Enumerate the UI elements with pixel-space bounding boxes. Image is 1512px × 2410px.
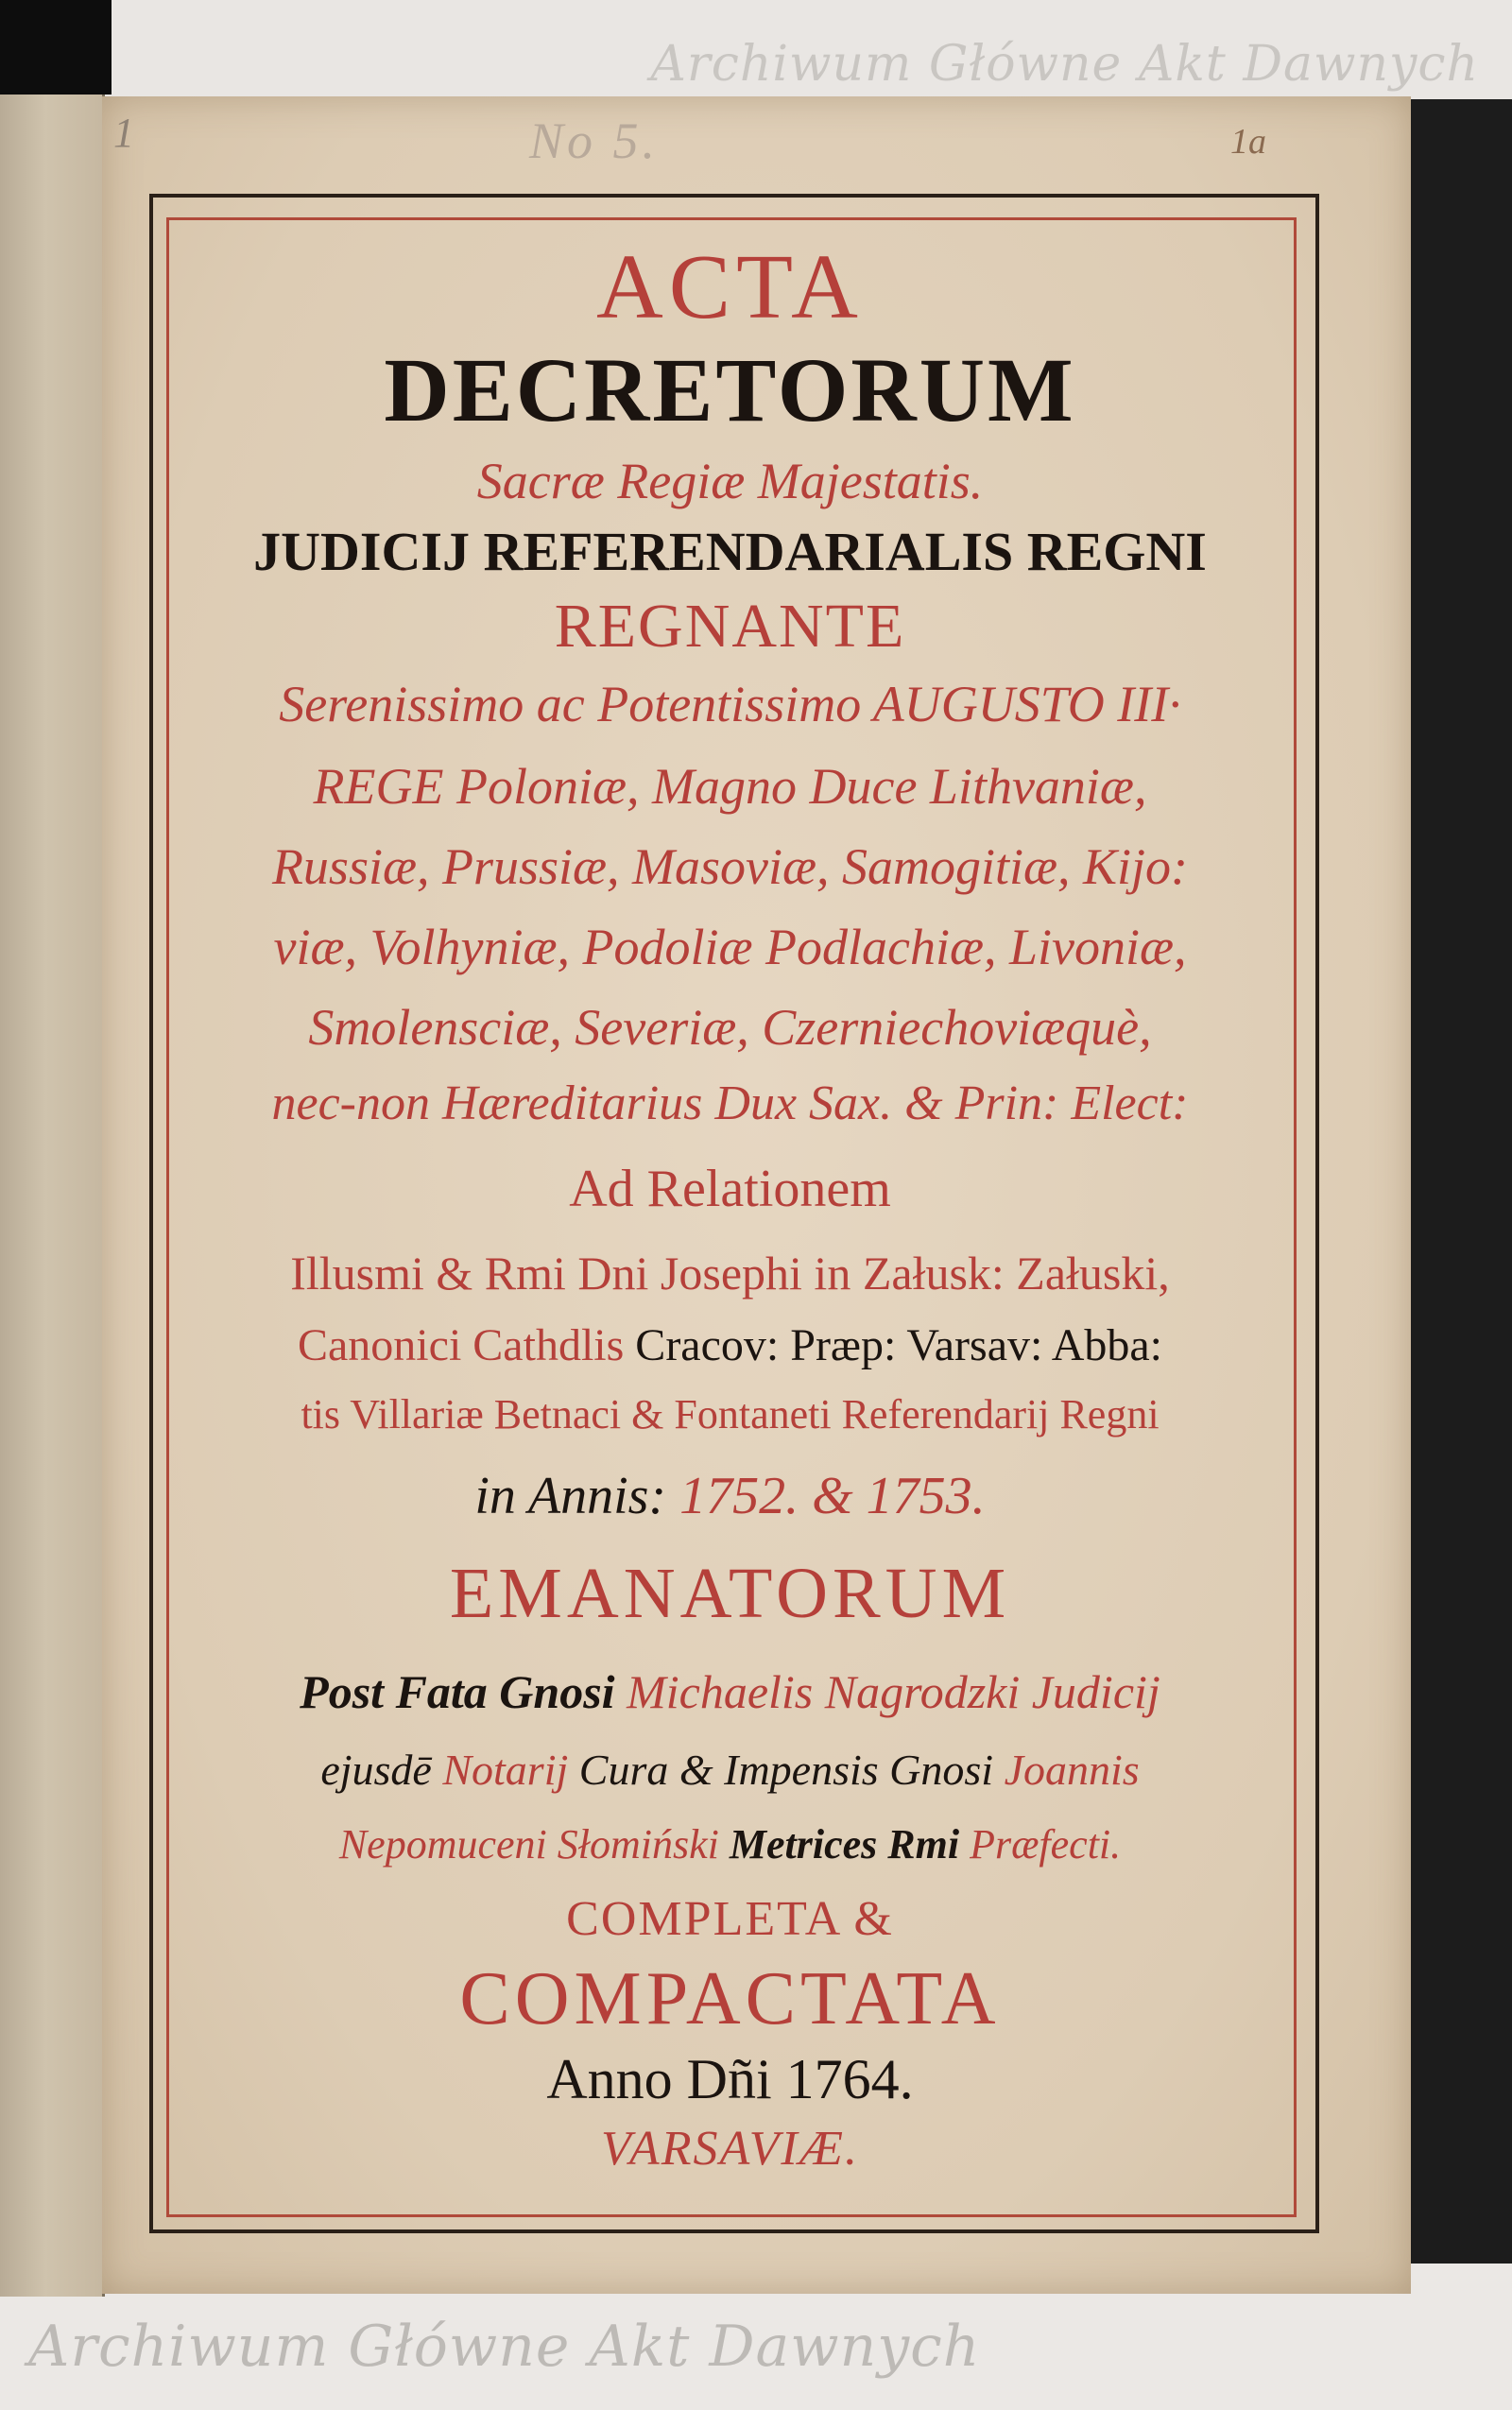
archive-watermark-top: Archiwum Główne Akt Dawnych [650, 36, 1479, 93]
line-smolensciae: Smolensciæ, Severiæ, Czerniechoviæquè, [308, 999, 1152, 1056]
canonici-text: Canonici Cathdlis [297, 1320, 625, 1370]
line-anno: Anno Dñi 1764. [546, 2048, 914, 2110]
serenissimo-text: Serenissimo ac Potentissimo [279, 676, 862, 732]
title-decretorum: DECRETORUM [384, 339, 1076, 440]
line-compactata: COMPACTATA [459, 1957, 1001, 2040]
line-canonici [170, 1320, 1290, 1370]
metrices-text: Metrices Rmi [729, 1821, 960, 1868]
line-necnon: nec-non Hæreditarius Dux Sax. & Prin: Elect: [271, 1076, 1189, 1130]
praefecti-text: Præfecti. [970, 1821, 1122, 1868]
line-rege [170, 758, 1290, 815]
line-serenissimo [170, 676, 1290, 732]
line-viae: viæ, Volhyniæ, Podoliæ Podlachiæ, Livoniæ, [273, 919, 1187, 975]
binding-shadow [0, 0, 112, 95]
lithvaniae-text: Magno Duce Lithvaniæ, [652, 758, 1147, 815]
title-page-text [170, 217, 1290, 2202]
line-completa: COMPLETA & [566, 1892, 894, 1946]
in-annis-text: in Annis: [474, 1467, 667, 1525]
michaelis-text: Michaelis Nagrodzki Judicij [627, 1665, 1160, 1718]
line-illusmi [170, 1247, 1290, 1300]
line-tis: tis Villariæ Betnaci & Fontaneti Referendarij Regni [301, 1391, 1160, 1437]
pencil-mark: 1 [113, 110, 134, 156]
line-regnante: REGNANTE [554, 592, 906, 661]
previous-leaf-edge [0, 95, 105, 2297]
line-ejusdem [170, 1748, 1290, 1792]
nepomuceni-text: Nepomuceni Słomiński [338, 1821, 719, 1868]
years-text: 1752. & 1753. [679, 1467, 986, 1525]
title-acta: ACTA [596, 236, 864, 338]
line-russiae: Russiæ, Prussiæ, Masoviæ, Samogitiæ, Kijo: [271, 838, 1189, 895]
line-in-annis [170, 1467, 1290, 1525]
line-ad-relationem: Ad Relationem [569, 1160, 891, 1218]
notarij-text: Notarij [442, 1746, 569, 1794]
josephi-text: Dni Josephi in Załusk: Załuski, [577, 1247, 1170, 1300]
folio-number: No 5. [529, 112, 660, 169]
augusto-text: AUGUSTO III· [872, 676, 1181, 732]
cracov-text: Cracov: Præp: Varsav: Abba: [635, 1320, 1163, 1370]
line-sacrae: Sacræ Regiæ Majestatis. [476, 453, 984, 509]
line-judicij: JUDICIJ REFERENDARIALIS REGNI [253, 521, 1207, 582]
post-fata-text: Post Fata Gnosi [300, 1665, 615, 1718]
sheet-number: 1a [1230, 122, 1266, 162]
joannis-text: Joannis [1004, 1746, 1140, 1794]
line-emanatorum: EMANATORUM [449, 1554, 1011, 1633]
cura-text: Cura & Impensis Gnosi [578, 1746, 994, 1794]
ejusdem-text: ejusdē [320, 1746, 432, 1794]
archive-watermark-bottom: Archiwum Główne Akt Dawnych [28, 2314, 981, 2380]
illusmi-text: Illusmi & Rmi [290, 1247, 566, 1300]
rege-text: REGE Poloniæ, [313, 758, 640, 815]
line-post-fata [170, 1665, 1290, 1718]
line-varsaviae: VARSAVIÆ. [601, 2122, 859, 2176]
line-nepomuceni [170, 1821, 1290, 1868]
